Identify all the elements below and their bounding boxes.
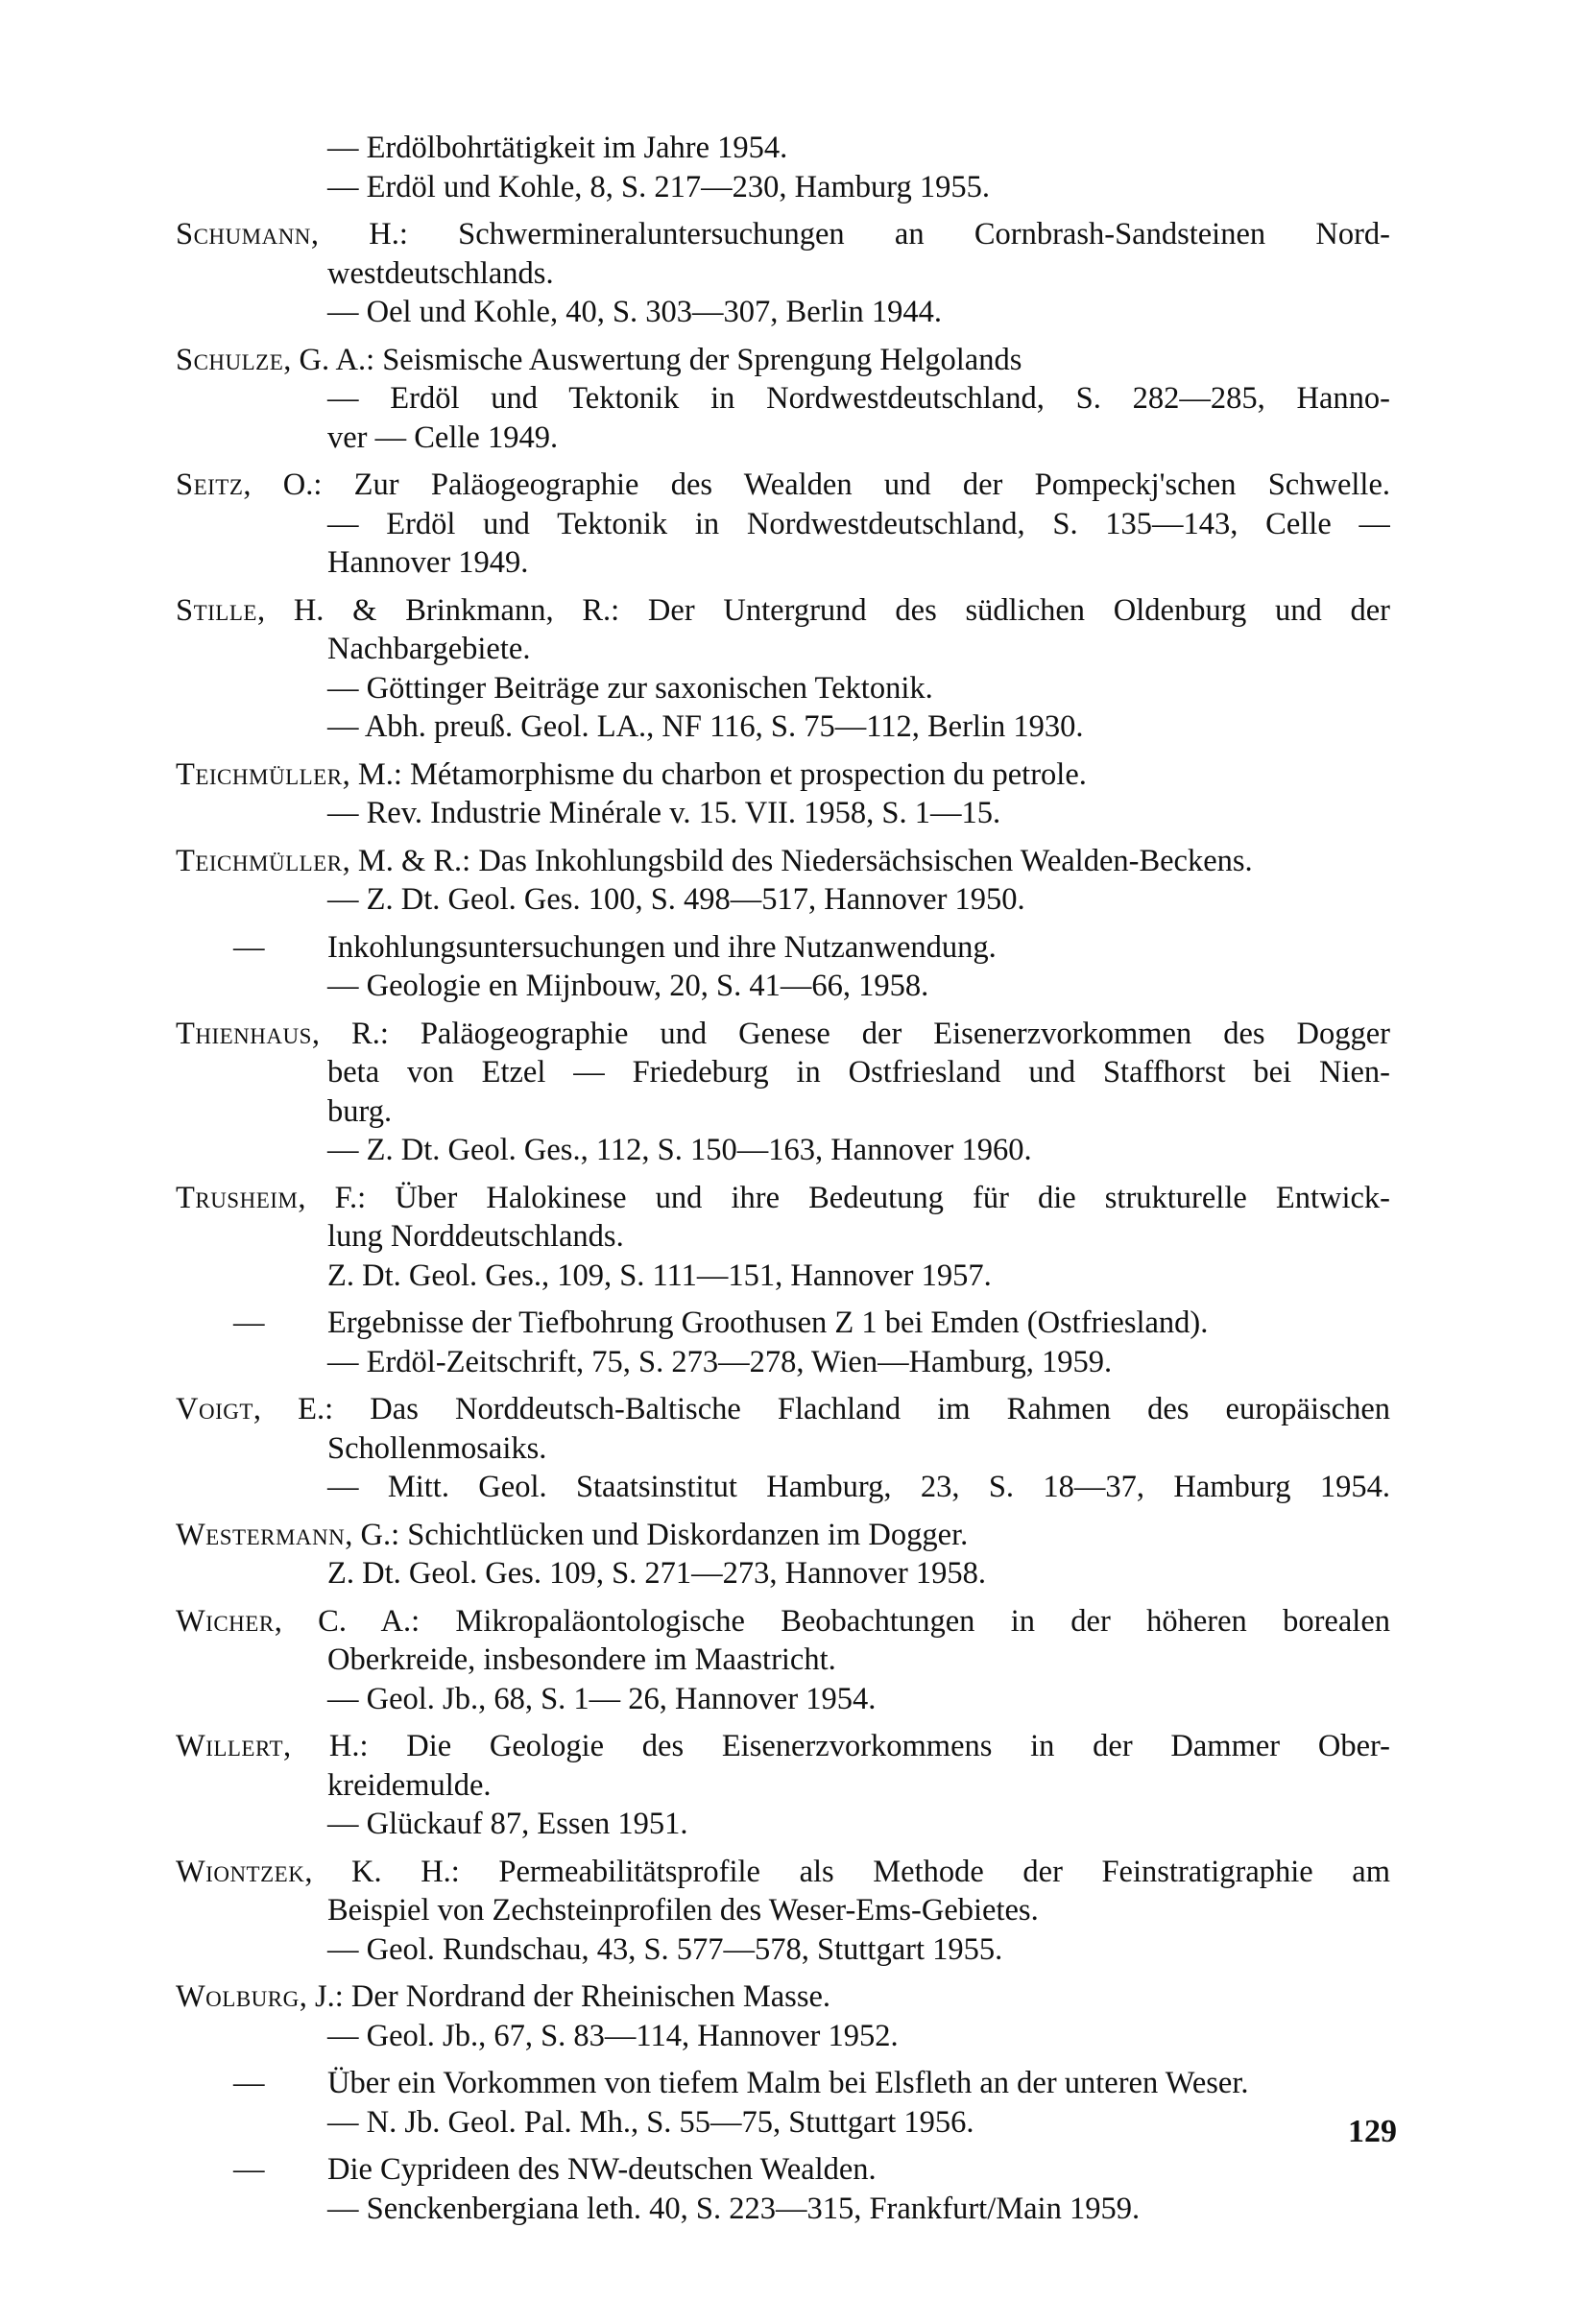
entry-author-line	[176, 591, 1390, 631]
entry-title: , H.: Die Geologie des Eisenerzvorkommens in der Dammer Ober-	[283, 1729, 1390, 1763]
entry-continuation: ver — Celle 1949.	[327, 419, 559, 455]
entry-continuation: lung Norddeutschlands.	[327, 1219, 624, 1254]
entry-title: , F.: Über Halokinese und ihre Bedeutung für die strukturelle Entwick-	[298, 1180, 1390, 1215]
entry-continuation: Hannover 1949.	[327, 545, 529, 580]
author-name: Stille	[176, 592, 257, 628]
entry-author-line	[176, 1516, 1390, 1555]
entry-gap	[176, 1593, 1390, 1602]
entry-title: , H.: Schwermineraluntersuchungen an Cornbrash-Sandsteinen Nord-	[310, 217, 1390, 252]
entry-continuation: — Z. Dt. Geol. Ges. 100, S. 498—517, Hannover 1950.	[327, 882, 1025, 917]
entry-gap	[176, 1170, 1390, 1179]
entry-title: Ergebnisse der Tiefbohrung Groothusen Z 1 bei Emden (Ostfriesland).	[327, 1306, 1209, 1340]
entry-continuation: Z. Dt. Geol. Ges., 109, S. 111—151, Hannover 1957.	[327, 1258, 992, 1293]
entry-title: Inkohlungsuntersuchungen und ihre Nutzanwendung.	[327, 929, 997, 965]
entry-author-line	[176, 1853, 1390, 1892]
entry-continuation: — Erdöl und Tektonik in Nordwestdeutschland, S. 135—143, Celle —	[327, 506, 1390, 541]
entry-title: , G.: Schichtlücken und Diskordanzen im Dogger.	[345, 1517, 969, 1552]
entry-continuation: — Glückauf 87, Essen 1951.	[327, 1807, 688, 1841]
entry-title: , R.: Paläogeographie und Genese der Eisenerzvorkommen des Dogger	[311, 1016, 1390, 1051]
page-number: 129	[1348, 2114, 1397, 2149]
entry-gap	[176, 1295, 1390, 1304]
entry-title: , G. A.: Seismische Auswertung der Sprengung Helgolands	[283, 342, 1022, 377]
entry-continuation: — Erdöl-Zeitschrift, 75, S. 273—278, Wien—Hamburg, 1959.	[327, 1344, 1113, 1379]
entry-gap	[176, 1969, 1390, 1977]
entry-title: , C. A.: Mikropaläontologische Beobachtungen in der höheren borealen	[274, 1603, 1390, 1639]
entry-continuation: — Erdöl und Tektonik in Nordwestdeutschland, S. 282—285, Hanno-	[327, 381, 1390, 416]
author-name: Thienhaus	[176, 1016, 312, 1051]
author-name: Teichmüller	[176, 756, 343, 792]
ditto-dash: —	[233, 2152, 265, 2187]
entry-continuation: — Rev. Industrie Minérale v. 15. VII. 1958, S. 1—15.	[327, 796, 1001, 830]
author-name: Wiontzek	[176, 1854, 305, 1889]
entry-title: , J.: Der Nordrand der Rheinischen Masse.	[299, 1979, 831, 2014]
entry-author-line	[176, 1179, 1390, 1218]
entry-title: , O.: Zur Paläogeographie des Wealden und der Pompeckj'schen Schwelle.	[243, 467, 1390, 502]
ditto-dash: —	[233, 929, 265, 965]
entry-gap	[176, 1507, 1390, 1516]
entry-continuation: beta von Etzel — Friedeburg in Ostfriesland und Staffhorst bei Nien-	[327, 1055, 1390, 1090]
author-name: Willert	[176, 1729, 283, 1763]
entry-gap	[176, 2142, 1390, 2150]
entry-continuation: Oberkreide, insbesondere im Maastricht.	[327, 1642, 836, 1677]
entry-continuation: — Senckenbergiana leth. 40, S. 223—315, Frankfurt/Main 1959.	[327, 2191, 1141, 2226]
entry-continuation: Z. Dt. Geol. Ges. 109, S. 271—273, Hannover 1958.	[327, 1556, 987, 1591]
author-name: Westermann	[176, 1517, 346, 1552]
entry-repeat-line	[176, 1304, 1390, 1343]
entry-author-line	[176, 215, 1390, 254]
entry-gap	[176, 583, 1390, 591]
entry-continuation: Schollenmosaiks.	[327, 1430, 547, 1466]
entry-author-line	[176, 1015, 1390, 1054]
entry-continuation: — Geol. Jb., 68, S. 1— 26, Hannover 1954.	[327, 1681, 877, 1716]
ditto-dash: —	[233, 1306, 265, 1340]
entry-continuation: burg.	[327, 1093, 393, 1129]
author-name: Trusheim	[176, 1180, 299, 1215]
entry-continuation: — N. Jb. Geol. Pal. Mh., S. 55—75, Stuttgart 1956.	[327, 2104, 974, 2140]
entry-gap	[176, 747, 1390, 755]
entry-continuation: — Mitt. Geol. Staatsinstitut Hamburg, 23, S. 18—37, Hamburg 1954.	[327, 1470, 1390, 1504]
entry-continuation: — Göttinger Beiträge zur saxonischen Tektonik.	[327, 670, 933, 706]
entry-continuation: — Geol. Rundschau, 43, S. 577—578, Stuttgart 1955.	[327, 1931, 1003, 1967]
entry-author-line	[176, 1727, 1390, 1766]
entry-gap	[176, 833, 1390, 842]
bibliography-list	[176, 129, 1390, 2228]
author-name: Wolburg	[176, 1979, 300, 2014]
entry-author-line	[176, 842, 1390, 881]
entry-gap	[176, 1844, 1390, 1853]
entry-author-line	[176, 341, 1390, 380]
entry-continuation: Beispiel von Zechsteinprofilen des Weser-Ems-Gebietes.	[327, 1893, 1039, 1928]
entry-gap	[176, 1381, 1390, 1390]
entry-repeat-line	[176, 2064, 1390, 2103]
entry-author-line	[176, 1977, 1390, 2017]
entry-author-line	[176, 1602, 1390, 1641]
entry-repeat-line	[176, 928, 1390, 968]
entry-gap	[176, 1006, 1390, 1015]
entry-continuation: — Erdöl und Kohle, 8, S. 217—230, Hamburg 1955.	[327, 169, 990, 204]
entry-continuation: — Geol. Jb., 67, S. 83—114, Hannover 1952.	[327, 2018, 899, 2053]
entry-title: Über ein Vorkommen von tiefem Malm bei Elsfleth an der unteren Weser.	[327, 2066, 1249, 2100]
ditto-dash: —	[233, 2066, 265, 2100]
entry-gap	[176, 1718, 1390, 1727]
entry-continuation: — Erdölbohrtätigkeit im Jahre 1954.	[327, 131, 788, 165]
author-name: Schulze	[176, 342, 284, 377]
entry-title: , K. H.: Permeabilitätsprofile als Methode der Feinstratigraphie am	[304, 1854, 1390, 1889]
entry-gap	[176, 2055, 1390, 2064]
entry-title: , M.: Métamorphisme du charbon et prospection du petrole.	[342, 756, 1087, 792]
entry-gap	[176, 457, 1390, 466]
author-name: Voigt	[176, 1392, 253, 1426]
entry-title: Die Cyprideen des NW-deutschen Wealden.	[327, 2152, 877, 2187]
author-name: Teichmüller	[176, 843, 343, 878]
entry-title: , H. & Brinkmann, R.: Der Untergrund des südlichen Oldenburg und der	[256, 592, 1390, 628]
entry-author-line	[176, 466, 1390, 505]
author-name: Schumann	[176, 217, 311, 252]
entry-author-line	[176, 1390, 1390, 1429]
entry-continuation: kreidemulde.	[327, 1767, 492, 1803]
entry-continuation: Nachbargebiete.	[327, 632, 531, 666]
author-name: Wicher	[176, 1603, 275, 1639]
entry-title: , E.: Das Norddeutsch-Baltische Flachland im Rahmen des europäischen	[252, 1392, 1390, 1426]
entry-title: , M. & R.: Das Inkohlungsbild des Niedersächsischen Wealden-Beckens.	[342, 843, 1253, 878]
entry-author-line	[176, 755, 1390, 795]
entry-gap	[176, 206, 1390, 215]
author-name: Seitz	[176, 467, 244, 502]
entry-continuation: — Abh. preuß. Geol. LA., NF 116, S. 75—112, Berlin 1930.	[327, 709, 1084, 744]
entry-continuation: — Geologie en Mijnbouw, 20, S. 41—66, 1958.	[327, 969, 929, 1003]
entry-gap	[176, 332, 1390, 341]
entry-repeat-line	[176, 2150, 1390, 2190]
entry-gap	[176, 920, 1390, 928]
entry-continuation: westdeutschlands.	[327, 255, 554, 291]
entry-continuation: — Z. Dt. Geol. Ges., 112, S. 150—163, Hannover 1960.	[327, 1133, 1032, 1167]
entry-continuation: — Oel und Kohle, 40, S. 303—307, Berlin 1944.	[327, 295, 943, 329]
